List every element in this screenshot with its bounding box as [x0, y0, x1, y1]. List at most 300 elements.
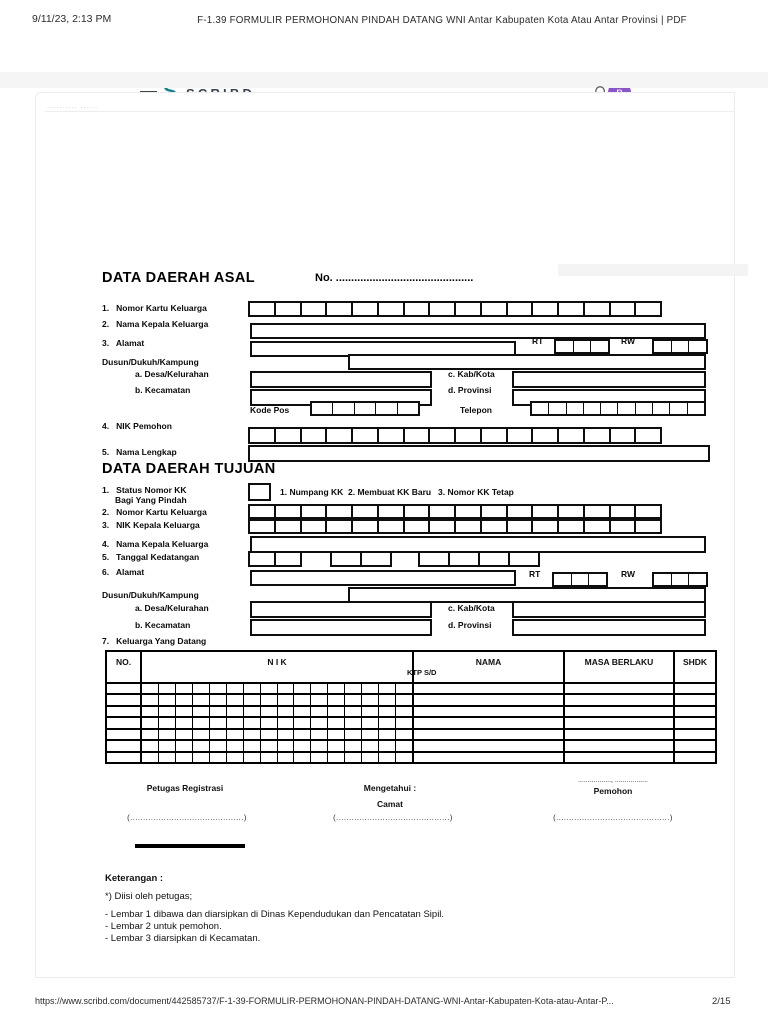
- table-cell: [412, 718, 563, 727]
- nik-cell: [395, 695, 412, 704]
- table-cell: [140, 730, 412, 739]
- print-header: [0, 0, 768, 34]
- nik-cell: [158, 730, 175, 739]
- char-cell: [669, 403, 686, 414]
- nik-cell: [327, 707, 344, 716]
- nik-cell: [327, 695, 344, 704]
- field-tujuan-nokk: [248, 504, 662, 519]
- label-asal-dusun: Dusun/Dukuh/Kampung: [102, 357, 199, 367]
- char-cell: [480, 429, 506, 442]
- nik-cell: [395, 684, 412, 693]
- nik-cell: [344, 684, 361, 693]
- char-cell: [325, 303, 351, 315]
- field-asal-dusun: [348, 354, 706, 370]
- char-cell: [609, 429, 635, 442]
- nik-cell: [142, 741, 158, 750]
- col-header-nik: N I K: [140, 652, 412, 682]
- nik-cell: [310, 684, 327, 693]
- nik-cell: [344, 730, 361, 739]
- char-cell: [634, 506, 660, 517]
- nik-cell: [226, 707, 243, 716]
- field-tujuan-rw: [652, 572, 708, 587]
- document-title: F-1.39 FORMULIR PERMOHONAN PINDAH DATANG WNI Antar Kabupaten Kota Atau Antar Provinsi | PDF: [197, 15, 687, 26]
- char-cell: [250, 553, 274, 565]
- page-indicator: 2/15: [712, 996, 731, 1007]
- table-row: [107, 716, 715, 727]
- family-table-body: [107, 682, 715, 762]
- nik-cell: [327, 718, 344, 727]
- signature-line-camat: (............................................): [333, 813, 453, 822]
- table-cell: [107, 741, 140, 750]
- section-asal-heading: DATA DAERAH ASAL: [102, 270, 255, 286]
- table-cell: [563, 695, 673, 704]
- label-asal-desa: a. Desa/Kelurahan: [135, 369, 209, 379]
- nik-cell: [243, 718, 260, 727]
- nik-cell: [310, 707, 327, 716]
- print-timestamp: 9/11/23, 2:13 PM: [32, 13, 112, 25]
- nik-cell: [277, 718, 294, 727]
- char-cell: [573, 341, 591, 352]
- nik-cell: [310, 730, 327, 739]
- field-tujuan-rt: [552, 572, 608, 587]
- footer-rule: [135, 844, 245, 848]
- char-cell: [428, 506, 454, 517]
- char-cell: [454, 521, 480, 532]
- col-header-no: NO.: [115, 657, 132, 667]
- char-cell: [557, 506, 583, 517]
- col-header-shdk: SHDK: [673, 652, 715, 682]
- char-cell: [428, 521, 454, 532]
- faded-divider: [45, 111, 735, 112]
- nik-cell: [226, 753, 243, 762]
- char-cell: [688, 574, 706, 585]
- label-tujuan-desa: a. Desa/Kelurahan: [135, 603, 209, 613]
- nik-cell: [361, 718, 378, 727]
- label-tujuan-kec: b. Kecamatan: [135, 620, 191, 630]
- char-cell: [531, 303, 557, 315]
- table-cell: [412, 684, 563, 693]
- nik-cell: [158, 753, 175, 762]
- char-cell: [583, 521, 609, 532]
- nik-cell: [277, 741, 294, 750]
- nik-cell: [310, 718, 327, 727]
- nik-cell: [158, 741, 175, 750]
- char-cell: [671, 574, 689, 585]
- nik-cell: [310, 753, 327, 762]
- char-cell: [583, 303, 609, 315]
- label-asal-nama: 5. Nama Lengkap: [102, 447, 177, 457]
- field-tujuan-kab: [512, 601, 706, 618]
- char-cell: [403, 429, 429, 442]
- keterangan-note: *) Diisi oleh petugas;: [105, 891, 193, 902]
- char-cell: [454, 303, 480, 315]
- char-cell: [403, 506, 429, 517]
- nik-cell: [209, 695, 226, 704]
- nik-cell: [378, 718, 395, 727]
- char-cell: [617, 403, 634, 414]
- char-cell: [250, 521, 274, 532]
- nik-cell: [260, 741, 277, 750]
- char-cell: [654, 574, 671, 585]
- char-cell: [635, 403, 652, 414]
- nik-cell: [293, 753, 310, 762]
- keterangan-heading: Keterangan :: [105, 873, 164, 884]
- nik-cell: [243, 707, 260, 716]
- char-cell: [571, 574, 589, 585]
- nik-cell: [209, 730, 226, 739]
- label-asal-kec: b. Kecamatan: [135, 385, 191, 395]
- table-cell: [563, 684, 673, 693]
- char-cell: [508, 553, 538, 565]
- nik-cell: [192, 718, 209, 727]
- family-table: [105, 650, 717, 764]
- char-cell: [250, 506, 274, 517]
- nik-cell: [378, 741, 395, 750]
- table-cell: [673, 718, 715, 727]
- nik-cell: [361, 695, 378, 704]
- char-cell: [557, 521, 583, 532]
- table-cell: [412, 730, 563, 739]
- table-cell: [140, 707, 412, 716]
- col-header-masa-berlaku: MASA BERLAKU: [563, 652, 673, 682]
- nik-cell: [260, 707, 277, 716]
- char-cell: [600, 403, 617, 414]
- field-asal-kepala: [250, 323, 706, 339]
- char-cell: [274, 521, 300, 532]
- table-row: [107, 705, 715, 716]
- table-cell: [107, 707, 140, 716]
- char-cell: [274, 429, 300, 442]
- nik-cell: [243, 753, 260, 762]
- table-cell: [673, 684, 715, 693]
- table-cell: [140, 741, 412, 750]
- label-tujuan-options-b: 3. Nomor KK Tetap: [438, 487, 514, 497]
- field-asal-telepon: [530, 401, 706, 416]
- table-cell: [140, 684, 412, 693]
- char-cell: [454, 506, 480, 517]
- char-cell: [506, 303, 532, 315]
- field-tujuan-tgl-hari: [248, 551, 302, 567]
- char-cell: [428, 429, 454, 442]
- signer-pemohon: Pemohon: [593, 786, 633, 796]
- field-tujuan-nik: [248, 519, 662, 534]
- field-tujuan-prov: [512, 619, 706, 636]
- nik-cell: [142, 730, 158, 739]
- char-cell: [532, 403, 548, 414]
- table-cell: [563, 753, 673, 762]
- label-asal-rt: RT: [532, 336, 544, 346]
- char-cell: [332, 403, 353, 414]
- label-tujuan-nik: 3. NIK Kepala Keluarga: [102, 520, 200, 530]
- table-cell: [412, 707, 563, 716]
- nik-cell: [158, 695, 175, 704]
- nik-cell: [209, 718, 226, 727]
- table-cell: [673, 753, 715, 762]
- nik-cell: [142, 684, 158, 693]
- form-number-line: No. .............................................: [315, 272, 474, 284]
- table-cell: [107, 684, 140, 693]
- nik-cell: [293, 684, 310, 693]
- nik-cell: [192, 730, 209, 739]
- nik-cell: [361, 741, 378, 750]
- nik-cell: [344, 695, 361, 704]
- nik-cell: [226, 718, 243, 727]
- scribd-header: [0, 38, 768, 72]
- char-cell: [397, 403, 418, 414]
- field-asal-nik: [248, 427, 662, 444]
- char-cell: [351, 521, 377, 532]
- char-cell: [312, 403, 332, 414]
- char-cell: [557, 303, 583, 315]
- field-tujuan-tgl-bulan: [330, 551, 392, 567]
- signer-mengetahui: Mengetahui :: [363, 783, 417, 793]
- nik-cell: [175, 707, 192, 716]
- char-cell: [274, 506, 300, 517]
- nik-cell: [192, 753, 209, 762]
- char-cell: [300, 303, 326, 315]
- table-cell: [673, 741, 715, 750]
- char-cell: [351, 303, 377, 315]
- char-cell: [480, 506, 506, 517]
- table-row: [107, 693, 715, 704]
- table-cell: [107, 730, 140, 739]
- nik-cell: [192, 707, 209, 716]
- char-cell: [590, 341, 608, 352]
- nik-cell: [327, 730, 344, 739]
- table-cell: [563, 718, 673, 727]
- keterangan-item: - Lembar 2 untuk pemohon.: [105, 921, 222, 932]
- char-cell: [531, 506, 557, 517]
- nik-cell: [344, 707, 361, 716]
- field-tujuan-status: [248, 483, 271, 501]
- field-asal-kodepos: [310, 401, 420, 416]
- faded-header-text: .......... ......: [48, 103, 99, 110]
- char-cell: [654, 341, 671, 352]
- label-tujuan-kepala: 4. Nama Kepala Keluarga: [102, 539, 209, 549]
- table-cell: [107, 753, 140, 762]
- char-cell: [557, 429, 583, 442]
- signature-line-pemohon: (............................................): [553, 813, 673, 822]
- table-cell: [563, 730, 673, 739]
- nik-cell: [260, 695, 277, 704]
- nik-cell: [277, 730, 294, 739]
- nik-cell: [142, 718, 158, 727]
- char-cell: [480, 521, 506, 532]
- nik-cell: [344, 741, 361, 750]
- nik-cell: [209, 707, 226, 716]
- char-cell: [403, 521, 429, 532]
- nik-cell: [378, 753, 395, 762]
- field-tujuan-tgl-tahun: [418, 551, 540, 567]
- label-tujuan-rt: RT: [529, 569, 541, 579]
- nik-cell: [293, 707, 310, 716]
- char-cell: [609, 521, 635, 532]
- signature-date-line: ................., .................: [577, 777, 648, 784]
- nik-cell: [378, 695, 395, 704]
- table-row: [107, 728, 715, 739]
- nik-cell: [260, 730, 277, 739]
- char-cell: [556, 341, 573, 352]
- nik-cell: [361, 707, 378, 716]
- char-cell: [531, 521, 557, 532]
- char-cell: [377, 506, 403, 517]
- toolbar-strip: [0, 72, 768, 88]
- family-table-header: [107, 652, 715, 682]
- label-asal-prov: d. Provinsi: [448, 385, 492, 395]
- table-row: [107, 682, 715, 693]
- char-cell: [274, 553, 300, 565]
- char-cell: [351, 429, 377, 442]
- char-cell: [687, 403, 704, 414]
- table-cell: [140, 753, 412, 762]
- label-asal-alamat: 3. Alamat: [102, 338, 145, 348]
- nik-cell: [378, 684, 395, 693]
- char-cell: [634, 303, 660, 315]
- nik-cell: [158, 718, 175, 727]
- char-cell: [360, 553, 390, 565]
- label-tujuan-kab: c. Kab/Kota: [448, 603, 495, 613]
- label-asal-rw: RW: [621, 336, 636, 346]
- label-tujuan-dusun: Dusun/Dukuh/Kampung: [102, 590, 199, 600]
- signer-petugas: Petugas Registrasi: [146, 783, 224, 793]
- col-header-ktp-sd: KTP S/D: [407, 668, 437, 677]
- table-cell: [673, 695, 715, 704]
- signature-line-petugas: (............................................): [127, 813, 247, 822]
- nik-cell: [260, 718, 277, 727]
- label-asal-kodepos: Kode Pos: [250, 405, 290, 415]
- char-cell: [250, 303, 274, 315]
- nik-cell: [243, 741, 260, 750]
- nik-cell: [142, 695, 158, 704]
- char-cell: [588, 574, 606, 585]
- section-tujuan-heading: DATA DAERAH TUJUAN: [102, 461, 276, 477]
- label-asal-nik: 4. NIK Pemohon: [102, 421, 172, 431]
- nik-cell: [344, 753, 361, 762]
- label-asal-kepala: 2. Nama Kepala Keluarga: [102, 319, 209, 329]
- label-tujuan-status: 1. Status Nomor KK: [102, 485, 187, 495]
- field-asal-kab: [512, 371, 706, 388]
- char-cell: [300, 429, 326, 442]
- field-tujuan-kec: [250, 619, 432, 636]
- char-cell: [480, 303, 506, 315]
- nik-cell: [175, 730, 192, 739]
- nik-cell: [175, 684, 192, 693]
- field-asal-nama: [248, 445, 710, 462]
- char-cell: [652, 403, 669, 414]
- nik-cell: [192, 741, 209, 750]
- char-cell: [554, 574, 571, 585]
- nik-cell: [361, 753, 378, 762]
- table-cell: [412, 741, 563, 750]
- faded-placeholder: [558, 264, 748, 276]
- char-cell: [403, 303, 429, 315]
- nik-cell: [277, 695, 294, 704]
- char-cell: [325, 429, 351, 442]
- label-tujuan-prov: d. Provinsi: [448, 620, 492, 630]
- nik-cell: [209, 753, 226, 762]
- table-cell: [563, 741, 673, 750]
- nik-cell: [327, 753, 344, 762]
- nik-cell: [395, 707, 412, 716]
- footer-url: https://www.scribd.com/document/442585737/F-1-39-FORMULIR-PERMOHONAN-PINDAH-DATANG-WNI-Antar-Kabupaten-Kota-atau-Antar-P...: [35, 996, 614, 1006]
- nik-cell: [243, 684, 260, 693]
- table-cell: [140, 695, 412, 704]
- nik-cell: [327, 684, 344, 693]
- nik-cell: [293, 730, 310, 739]
- char-cell: [448, 553, 478, 565]
- nik-cell: [395, 730, 412, 739]
- nik-cell: [293, 718, 310, 727]
- table-cell: [412, 695, 563, 704]
- field-asal-rt: [554, 339, 610, 354]
- nik-cell: [344, 718, 361, 727]
- char-cell: [609, 506, 635, 517]
- nik-cell: [226, 741, 243, 750]
- nik-cell: [260, 753, 277, 762]
- nik-cell: [395, 753, 412, 762]
- label-tujuan-nokk: 2. Nomor Kartu Keluarga: [102, 507, 207, 517]
- nik-cell: [277, 684, 294, 693]
- label-tujuan-status2: Bagi Yang Pindah: [115, 495, 187, 505]
- char-cell: [566, 403, 583, 414]
- nik-cell: [277, 753, 294, 762]
- nik-cell: [192, 695, 209, 704]
- table-cell: [140, 718, 412, 727]
- table-cell: [107, 718, 140, 727]
- char-cell: [377, 521, 403, 532]
- char-cell: [634, 429, 660, 442]
- nik-cell: [260, 684, 277, 693]
- nik-cell: [175, 718, 192, 727]
- nik-cell: [209, 684, 226, 693]
- table-row: [107, 739, 715, 750]
- char-cell: [506, 429, 532, 442]
- table-cell: [563, 707, 673, 716]
- nik-cell: [243, 695, 260, 704]
- nik-cell: [226, 730, 243, 739]
- char-cell: [428, 303, 454, 315]
- label-asal-telepon: Telepon: [460, 405, 492, 415]
- char-cell: [583, 403, 600, 414]
- nik-cell: [175, 753, 192, 762]
- field-tujuan-alamat: [250, 570, 516, 586]
- table-row: [107, 751, 715, 762]
- label-tujuan-keluarga: 7. Keluarga Yang Datang: [102, 636, 207, 646]
- nik-cell: [209, 741, 226, 750]
- char-cell: [454, 429, 480, 442]
- nik-cell: [226, 684, 243, 693]
- nik-cell: [310, 695, 327, 704]
- nik-cell: [378, 730, 395, 739]
- char-cell: [325, 521, 351, 532]
- label-asal-kab: c. Kab/Kota: [448, 369, 495, 379]
- char-cell: [332, 553, 360, 565]
- char-cell: [354, 403, 375, 414]
- label-tujuan-rw: RW: [621, 569, 636, 579]
- char-cell: [300, 521, 326, 532]
- table-cell: [412, 753, 563, 762]
- char-cell: [250, 429, 274, 442]
- nik-cell: [327, 741, 344, 750]
- nik-cell: [361, 684, 378, 693]
- table-cell: [107, 695, 140, 704]
- char-cell: [688, 341, 706, 352]
- signer-camat: Camat: [377, 799, 403, 809]
- field-asal-desa: [250, 371, 432, 388]
- label-tujuan-options-a: 1. Numpang KK 2. Membuat KK Baru: [280, 487, 432, 497]
- nik-cell: [378, 707, 395, 716]
- char-cell: [420, 553, 448, 565]
